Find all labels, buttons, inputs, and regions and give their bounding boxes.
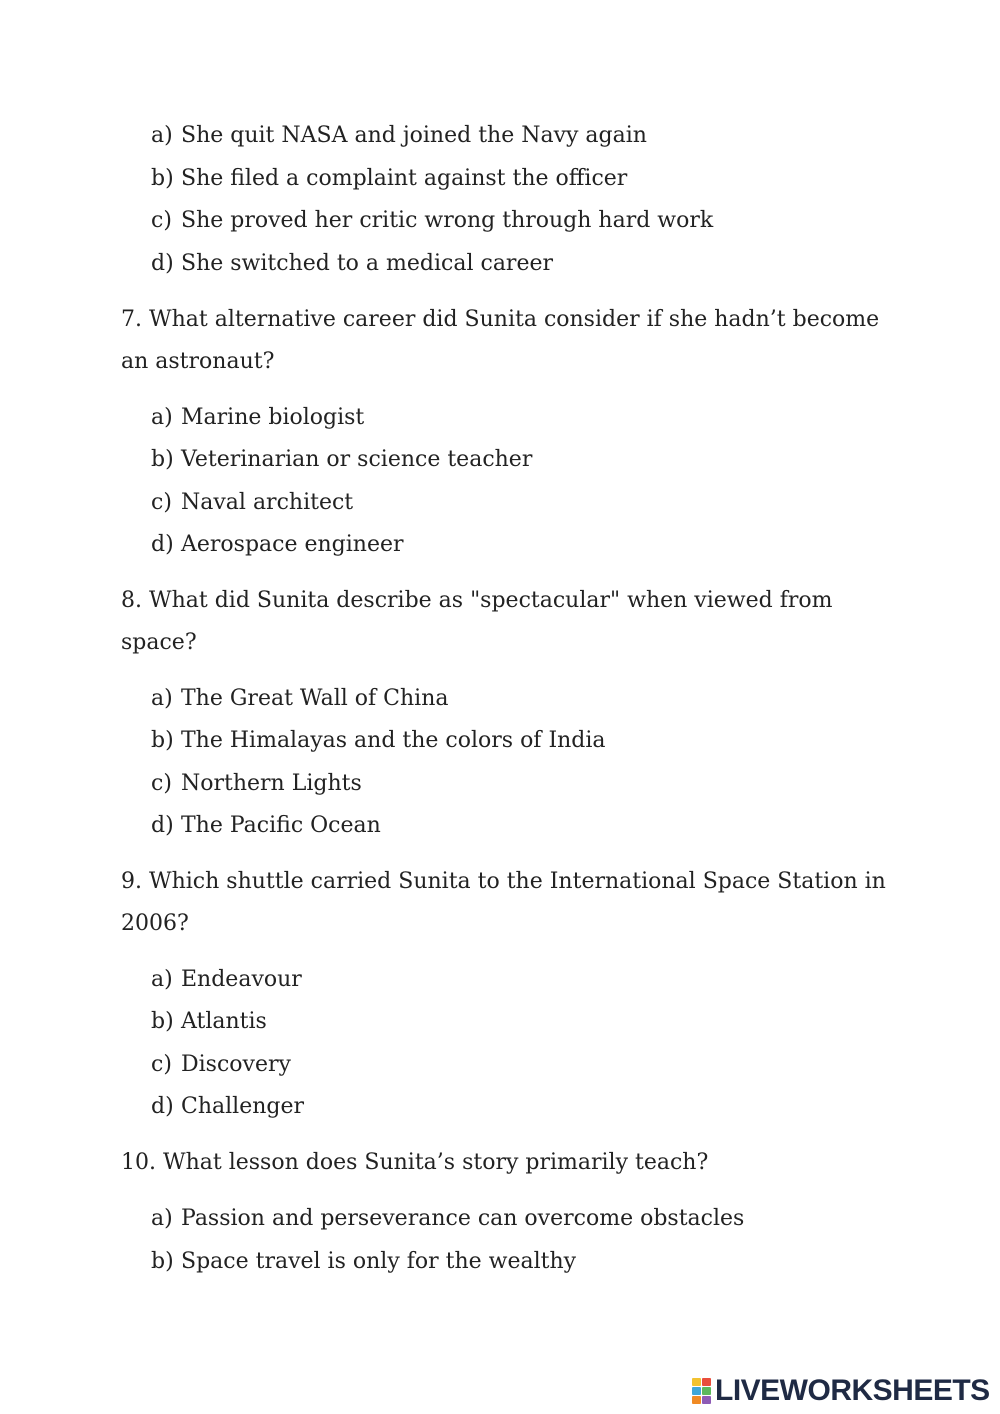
- option-text: She proved her critic wrong through hard work: [181, 208, 714, 233]
- option-label: d): [151, 1094, 174, 1119]
- option-text: Challenger: [181, 1094, 304, 1119]
- option-label: c): [151, 490, 172, 515]
- option-text: Atlantis: [181, 1009, 267, 1034]
- option-text: She filed a complaint against the officer: [181, 166, 628, 191]
- option-text: She switched to a medical career: [181, 251, 554, 276]
- option-label: a): [151, 686, 173, 711]
- option-label: b): [151, 1249, 174, 1274]
- option-label: d): [151, 532, 174, 557]
- option-label: b): [151, 728, 174, 753]
- option-label: a): [151, 405, 173, 430]
- option-text: Veterinarian or science teacher: [181, 447, 533, 472]
- option-text: Discovery: [181, 1052, 291, 1077]
- option-label: b): [151, 447, 174, 472]
- option-text: The Himalayas and the colors of India: [181, 728, 606, 753]
- question-7-text-cont: an astronaut?: [121, 349, 275, 374]
- option-text: Passion and perseverance can overcome obstacles: [181, 1206, 745, 1231]
- option-label: a): [151, 123, 173, 148]
- option-label: c): [151, 1052, 172, 1077]
- option-label: b): [151, 1009, 174, 1034]
- liveworksheets-logo-icon: [692, 1378, 712, 1404]
- option-text: Naval architect: [181, 490, 354, 515]
- question-10-text: 10. What lesson does Sunita’s story primarily teach?: [121, 1150, 709, 1175]
- option-text: Aerospace engineer: [181, 532, 404, 557]
- option-text: The Pacific Ocean: [181, 813, 381, 838]
- option-text: Space travel is only for the wealthy: [181, 1249, 577, 1274]
- liveworksheets-logo[interactable]: [692, 1376, 990, 1406]
- option-text: Northern Lights: [181, 771, 362, 796]
- option-text: Endeavour: [181, 967, 302, 992]
- question-8-text-cont: space?: [121, 630, 197, 655]
- option-text: The Great Wall of China: [181, 686, 449, 711]
- option-label: c): [151, 208, 172, 233]
- option-label: d): [151, 813, 174, 838]
- logo-text: LIVEWORKSHEETS: [715, 1374, 990, 1407]
- question-9-text: 9. Which shuttle carried Sunita to the International Space Station in: [121, 869, 886, 894]
- option-text: She quit NASA and joined the Navy again: [181, 123, 647, 148]
- question-9-text-cont: 2006?: [121, 911, 189, 936]
- option-label: d): [151, 251, 174, 276]
- option-label: a): [151, 1206, 173, 1231]
- option-text: Marine biologist: [181, 405, 365, 430]
- option-label: c): [151, 771, 172, 796]
- option-label: a): [151, 967, 173, 992]
- question-7-text: 7. What alternative career did Sunita consider if she hadn’t become: [121, 307, 880, 332]
- question-8-text: 8. What did Sunita describe as "spectacular" when viewed from: [121, 588, 833, 613]
- option-label: b): [151, 166, 174, 191]
